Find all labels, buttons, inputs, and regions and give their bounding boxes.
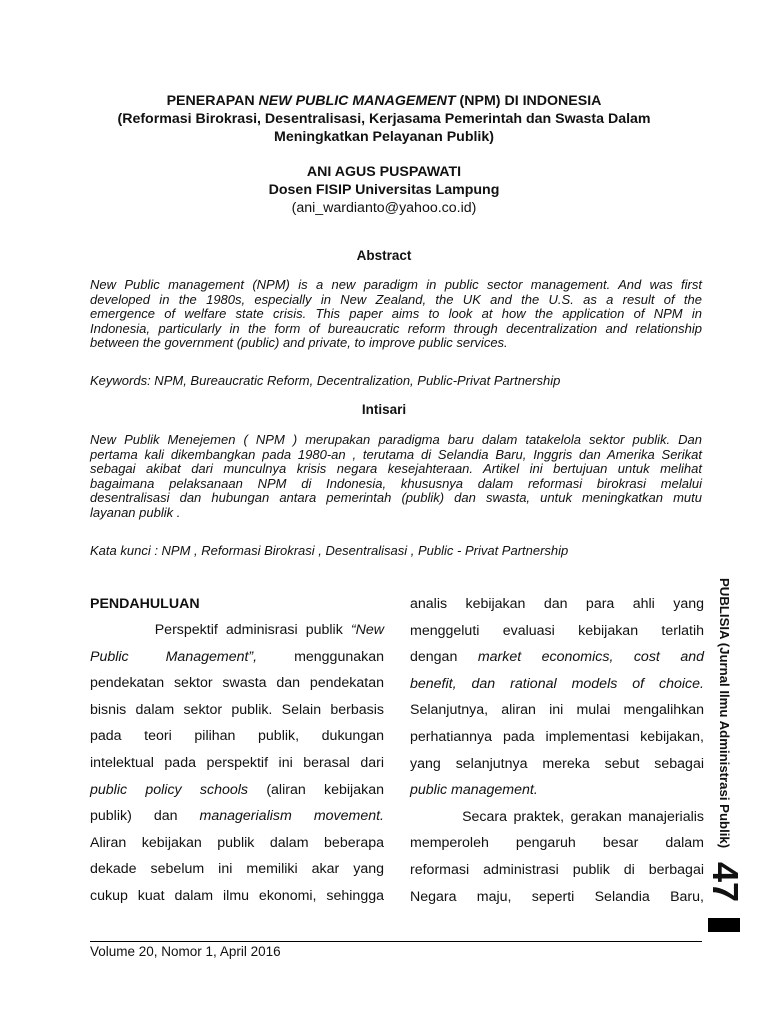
- body-text-fragment: Perspektif adminisrasi publik: [90, 622, 351, 638]
- body-text-fragment: menggunakan: [257, 648, 384, 665]
- body-text-fragment: public management.: [410, 782, 538, 799]
- body-text-line: [90, 782, 384, 798]
- body-text-line: [90, 808, 384, 824]
- author-name: ANI AGUS PUSPAWATI: [306, 164, 462, 180]
- body-right-column: [410, 596, 704, 922]
- body-text-fragment: Negara maju, seperti Selandia Baru,: [410, 888, 704, 905]
- body-text-fragment: cukup kuat dalam ilmu ekonomi, sehingga: [90, 888, 384, 904]
- body-text-fragment: bisnis dalam sektor publik. Selain berbasis: [90, 701, 384, 718]
- body-text-line: [410, 623, 704, 639]
- body-text-fragment: Aliran kebijakan publik dalam beberapa: [90, 834, 384, 851]
- body-text-fragment: intelektual pada perspektif ini berasal dari: [90, 755, 384, 771]
- intisari-heading: Intisari: [361, 402, 407, 417]
- body-text-line: [90, 861, 384, 877]
- journal-name-vertical: PUBLISIA (Jurnal Ilmu Administrasi Publik): [717, 578, 732, 849]
- page-tab-marker: [708, 918, 740, 932]
- body-text-line: [410, 676, 704, 692]
- abstract-line: developed in the 1980s, especially in New Zealand, the UK and the U.S. as a result of the: [90, 291, 702, 307]
- author-email: (ani_wardianto@yahoo.co.id): [291, 200, 477, 216]
- intisari-keywords: Kata kunci : NPM , Reformasi Birokrasi , Desentralisasi , Public - Privat Partnership: [90, 543, 569, 558]
- body-text-line: [90, 728, 384, 744]
- abstract-keywords: Keywords: NPM, Bureaucratic Reform, Decentralization, Public-Privat Partnership: [90, 373, 561, 388]
- body-text-fragment: reformasi administrasi publik di berbagai: [410, 862, 704, 878]
- body-text-fragment: dengan: [410, 649, 478, 666]
- body-text-line: [410, 782, 704, 798]
- body-text-fragment: Secara praktek, gerakan manajerialis: [410, 808, 704, 825]
- body-text-line: [90, 702, 384, 718]
- body-text-line: [410, 862, 704, 878]
- footer-volume: Volume 20, Nomor 1, April 2016: [90, 944, 281, 959]
- intisari-body: [90, 433, 702, 521]
- body-text-line: [90, 835, 384, 851]
- intisari-line: sebagai akibat dari munculnya krisis negara kesejahteraan. Artikel ini bertujuan untuk melihat: [90, 461, 702, 477]
- body-text-fragment: benefit, dan rational models of choice.: [410, 675, 704, 692]
- paper-title: [0, 92, 768, 110]
- body-text-line: [410, 649, 704, 665]
- paper-title-italic: NEW PUBLIC MANAGEMENT: [258, 93, 456, 109]
- abstract-line: New Public management (NPM) is a new paradigm in public sector management. And was first: [90, 277, 702, 292]
- intisari-line: layanan publik .: [90, 504, 181, 520]
- footer-rule: [90, 941, 702, 942]
- intisari-line: New Publik Menejemen ( NPM ) merupakan paradigma baru dalam tatakelola sektor publik. Dan: [90, 432, 702, 447]
- intisari-line: bagaimana pelaksanaan NPM di Indonesia, khususnya dalam reformasi birokrasi melalui: [90, 475, 702, 491]
- body-text-fragment: pada teori pilihan publik, dukungan: [90, 728, 384, 745]
- abstract-body: [90, 278, 702, 351]
- page-number: 47: [705, 862, 746, 903]
- body-text-line: [410, 809, 704, 825]
- body-text-fragment: pendekatan sektor swasta dan pendekatan: [90, 675, 384, 692]
- intisari-line: desentralisasi dan hubungan antara pemerintah (publik) dan swasta, untuk meningkatkan mutu: [90, 490, 702, 506]
- body-text-fragment: market economics, cost and: [477, 649, 704, 666]
- body-text-fragment: public policy schools: [90, 781, 249, 798]
- body-text-line: [410, 756, 704, 772]
- body-text-line: [410, 835, 704, 851]
- abstract-line: emergence of welfare state crisis. This paper aims to look at how the application of NPM in: [90, 306, 702, 322]
- abstract-line: Indonesia, particularly in the form of bureaucratic reform through decentralization and relationship: [90, 320, 702, 336]
- body-text-line: [410, 702, 704, 718]
- body-text-line: [90, 649, 384, 665]
- body-text-fragment: memperoleh pengaruh besar dalam: [410, 835, 704, 852]
- paper-subtitle-line-2: Meningkatkan Pelayanan Publik): [274, 129, 494, 145]
- page-number-block: [705, 862, 746, 912]
- body-text-fragment: menggeluti evaluasi kebijakan terlatih: [410, 622, 704, 639]
- body-text-fragment: perhatiannya pada implementasi kebijakan,: [410, 729, 704, 745]
- intisari-line: pertama kali dikembangkan pada 1980-an , terutama di Selandia Baru, Inggris dan Amerika Serikat: [90, 446, 702, 462]
- body-text-line: [410, 729, 704, 745]
- body-text-line: [90, 622, 384, 638]
- body-text-line: [410, 596, 704, 612]
- paper-title-prefix: PENERAPAN: [166, 93, 259, 109]
- body-text-line: [90, 888, 384, 904]
- body-text-fragment: managerialism movement.: [199, 808, 384, 825]
- body-text-fragment: yang selanjutnya mereka sebut sebagai: [410, 755, 704, 772]
- body-text-fragment: publik) dan: [90, 808, 200, 825]
- body-text-fragment: dekade sebelum ini memiliki akar yang: [90, 861, 384, 878]
- body-text-line: [90, 755, 384, 771]
- abstract-heading: Abstract: [356, 248, 412, 263]
- body-text-fragment: Public Management”,: [90, 648, 258, 665]
- body-text-fragment: analis kebijakan dan para ahli yang: [410, 596, 704, 612]
- body-text-fragment: “New: [350, 622, 384, 638]
- abstract-line: between the government (public) and private, to improve public services.: [90, 335, 508, 351]
- body-text-fragment: (aliran kebijakan: [248, 781, 384, 798]
- author-affiliation: Dosen FISIP Universitas Lampung: [268, 182, 500, 198]
- section-heading-pendahuluan: PENDAHULUAN: [90, 596, 200, 612]
- paper-subtitle-line-1: (Reformasi Birokrasi, Desentralisasi, Kerjasama Pemerintah dan Swasta Dalam: [117, 111, 651, 127]
- paper-title-suffix: (NPM) DI INDONESIA: [455, 93, 602, 109]
- body-text-fragment: Selanjutnya, aliran ini mulai mengalihkan: [410, 702, 704, 719]
- body-text-line: [90, 675, 384, 691]
- body-left-column: [90, 622, 384, 922]
- body-text-line: [410, 889, 704, 905]
